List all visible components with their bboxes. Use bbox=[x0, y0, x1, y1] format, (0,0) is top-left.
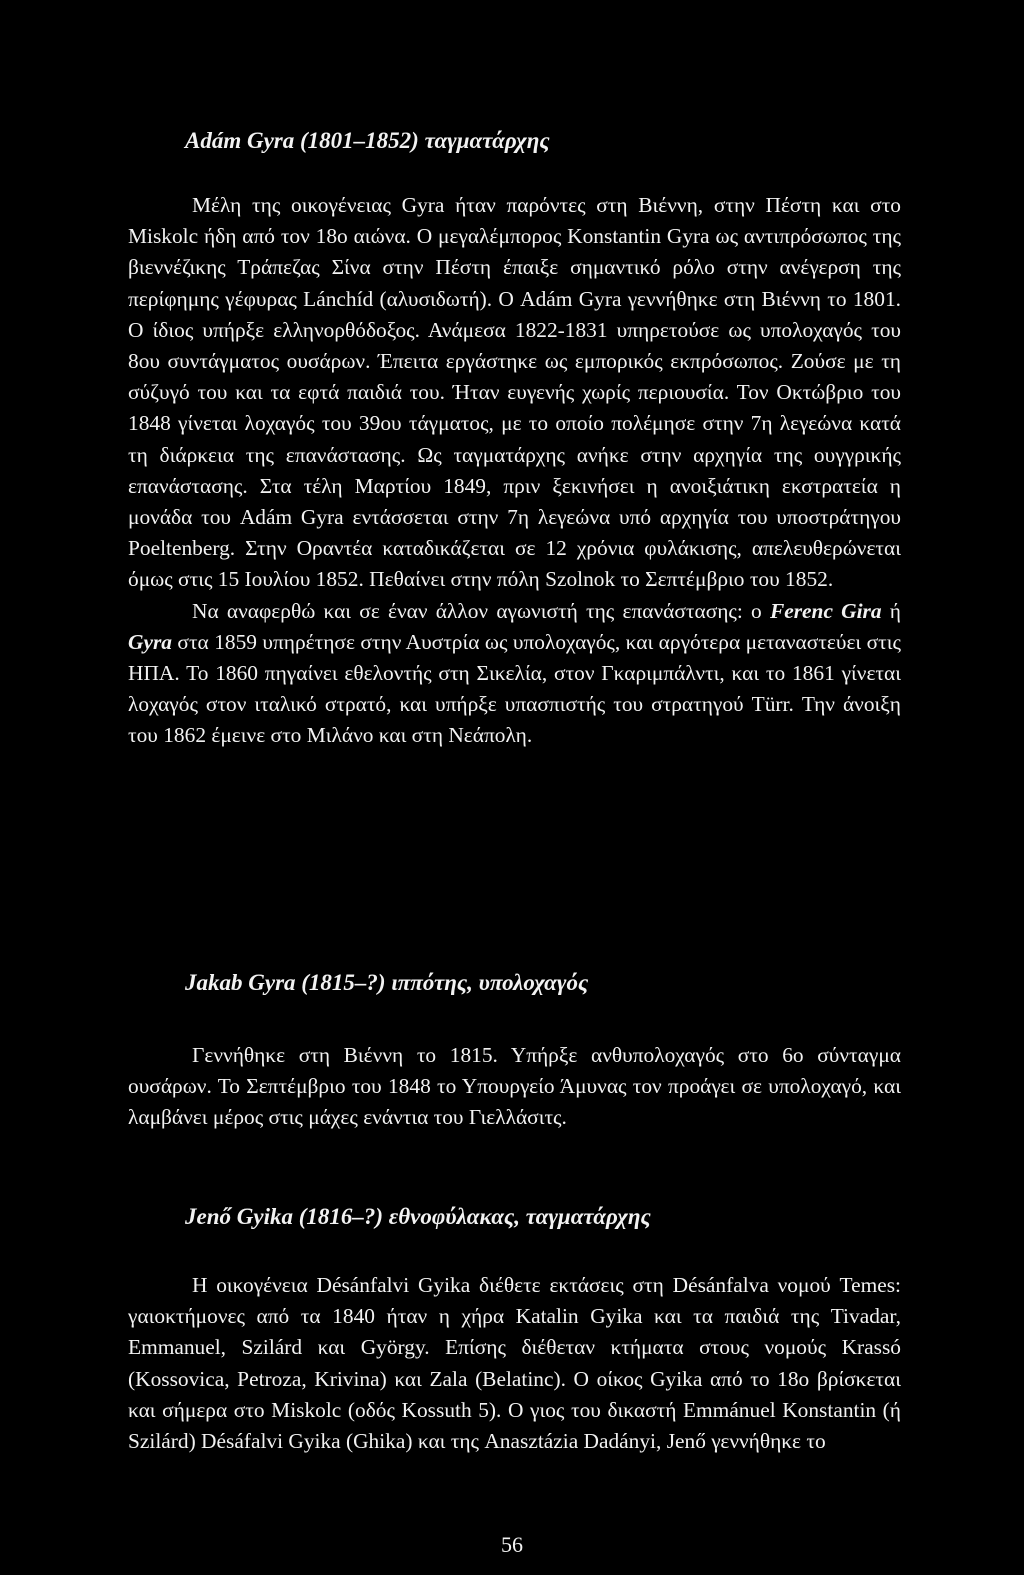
heading-text: Jakab Gyra (1815–?) ιππότης, υπολοχαγός bbox=[185, 970, 589, 995]
paragraph-text: ή bbox=[881, 598, 901, 623]
heading-text: Jenő Gyika (1816–?) εθνοφύλακας, ταγματάρχης bbox=[185, 1204, 651, 1229]
section-body-jeno-gyika bbox=[128, 1270, 901, 1457]
page-number: 56 bbox=[501, 1532, 523, 1557]
section-body-adam-gyra bbox=[128, 190, 901, 752]
section-body-jakab-gyra bbox=[128, 1040, 901, 1134]
person-name-ferenc-gira: Ferenc Gira bbox=[769, 598, 882, 623]
paragraph-text: στα 1859 υπηρέτησε στην Αυστρία ως υπολοχαγός, και αργότερα μεταναστεύει στις ΗΠΑ. Το 1860 πηγαίνει εθελοντής στη Σικελία, στον Γκαριμπάλντι, και το 1861 γίνεται λοχαγός στον ιταλικό στρατό, και υπήρξε υπασπιστής του στρατηγού Türr. Την άνοιξη του 1862 έμεινε στο Μιλάνο και στη Νεάπολη. bbox=[128, 629, 901, 748]
section-heading-jakab-gyra bbox=[185, 970, 588, 996]
person-name-gyra: Gyra bbox=[128, 629, 172, 654]
section-heading-jeno-gyika bbox=[185, 1204, 651, 1230]
paragraph bbox=[128, 596, 901, 752]
section-heading-adam-gyra bbox=[185, 128, 550, 154]
paragraph: Μέλη της οικογένειας Gyra ήταν παρόντες στη Βιέννη, στην Πέστη και στο Miskolc ήδη από τον 18ο αιώνα. Ο μεγαλέμπορος Konstantin Gyra ως αντιπρόσωπος της βιεννέζικης Τράπεζας Σίνα στην Πέστη έπαιξε σημαντικό ρόλο στην ανέγερση της περίφημης γέφυρας Lánchíd (αλυσιδωτή). Ο Adám Gyra γεννήθηκε στη Βιέννη το 1801. Ο ίδιος υπήρξε ελληνορθόδοξος. Ανάμεσα 1822-1831 υπηρετούσε ως υπολοχαγός του 8ου συντάγματος ουσάρων. Έπειτα εργάστηκε ως εμπορικός εκπρόσωπος. Ζούσε με τη σύζυγό του και τα εφτά παιδιά του. Ήταν ευγενής χωρίς περιουσία. Τον Οκτώβριο του 1848 γίνεται λοχαγός του 39ου τάγματος, με το οποίο πολέμησε στην 7η λεγεώνα κατά τη διάρκεια της επανάστασης. Ως ταγματάρχης ανήκε στην αρχηγία της ουγγρικής επανάστασης. Στα τέλη Μαρτίου 1849, πριν ξεκινήσει η ανοιξιάτικη εκστρατεία η μονάδα του Adám Gyra εντάσσεται στην 7η λεγεώνα υπό αρχηγία του υποστράτηγου Poeltenberg. Στην Οραντέα καταδικάζεται σε 12 χρόνια φυλάκισης, απελευθερώνεται όμως στις 15 Ιουλίου 1852. Πεθαίνει στην πόλη Szolnok το Σεπτέμβριο του 1852. bbox=[128, 193, 901, 592]
paragraph: Γεννήθηκε στη Βιέννη το 1815. Υπήρξε ανθυπολοχαγός στο 6ο σύνταγμα ουσάρων. Το Σεπτέμβριο του 1848 το Υπουργείο Άμυνας τον προάγει σε υπολοχαγό, και λαμβάνει μέρος στις μάχες ενάντια του Γιελλάσιτς. bbox=[128, 1043, 901, 1130]
heading-text: Adám Gyra (1801–1852) ταγματάρχης bbox=[185, 128, 550, 153]
paragraph: Η οικογένεια Désánfalvi Gyika διέθετε εκτάσεις στη Désánfalva νομού Temes: γαιοκτήμονες από τα 1840 ήταν η χήρα Katalin Gyika και τα παιδιά της Tivadar, Emmanuel, Szilárd και György. Επίσης διέθεταν κτήματα στους νομούς Krassó (Kossovica, Petroza, Krivina) και Zala (Belatinc). Ο οίκος Gyika από το 18ο βρίσκεται και σήμερα στο Miskolc (οδός Kossuth 5). Ο γιος του δικαστή Emmánuel Konstantin (ή Szilárd) Désáfalvi Gyika (Ghika) και της Anasztázia Dadányi, Jenő γεννήθηκε το bbox=[128, 1273, 901, 1454]
paragraph-text: Να αναφερθώ και σε έναν άλλον αγωνιστή της επανάστασης: ο bbox=[192, 598, 770, 623]
